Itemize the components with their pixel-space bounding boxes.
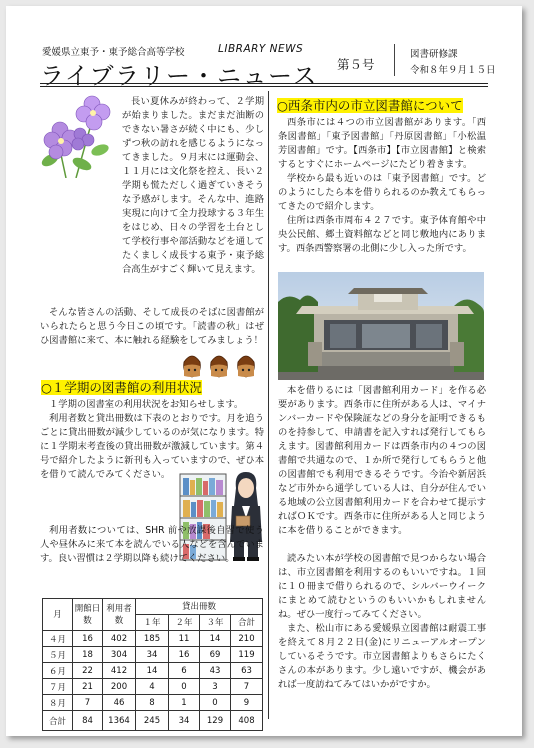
table-cell: 46 xyxy=(103,695,136,711)
table-row xyxy=(43,663,263,679)
table-row xyxy=(43,695,263,711)
column-divider xyxy=(268,91,269,719)
table-cell: 34 xyxy=(136,647,169,663)
newsletter-title: ライブラリー・ニュース xyxy=(40,62,318,90)
intro-paragraph: 長い夏休みが終わって、２学期が始まりました。まだまだ油断のできない暑さが続く中にも、少しずつ秋の訪れを感じるようになってきました。９月末には運動会、１１月には文化祭を控え、長い２学期も慌ただしく過ぎていきそうな予感がします。そんな中、進路実現に向けて全力投球する３年生をはじめ、日々の学習を土台として学校行事や部活動などを通してたくましく成長する東予・東予総合高生がすごく輝いて見えます。 xyxy=(122,96,264,275)
library-paragraph-2: 学校から最も近いのは「東予図書館」です。どのようにしたら本を借りられるのか教えてもらってきたので紹介します。 xyxy=(278,173,486,212)
table-row xyxy=(43,631,263,647)
issue-number: 第５号 xyxy=(337,57,375,72)
table-header-loans: 貸出冊数 xyxy=(136,599,263,615)
library-paragraph-1: 西条市には４つの市立図書館があります。「西条図書館」「東予図書館」「丹原図書館」「小松温芳図書館」です。【西条市】【市立図書館】と検索するとすぐにホームページにたどり着きます。 xyxy=(278,117,486,170)
library-section-title: ○西条市内の市立図書館について xyxy=(277,98,463,113)
table-cell: 7 xyxy=(231,679,263,695)
table-header-total: 合計 xyxy=(231,615,263,631)
table-cell: 3 xyxy=(200,679,231,695)
table-cell: 合計 xyxy=(43,711,73,731)
table-cell: 8 xyxy=(136,695,169,711)
library-paragraph-4: 本を借りるには「図書館利用カード」を作る必要があります。西条市に住所がある人は、マイナンバーカードや保険証などの身分を証明できるものを持参して、申請書を記入すれば発行してもらえます。図書館利用カードは西条市内の４つの図書館で共通なので、１か所で発行してもらうと他の図書館でも利用できるそうです。今治や新居浜など市外から通学している人は、自分が住んでいる地域の公立図書館利用カードを合わせて提示すればＯＫです。西条市に住所がある人と同じように本を借りることができます。 xyxy=(278,385,486,536)
table-cell: 21 xyxy=(73,679,103,695)
usage-section-title: ○１学期の図書館の利用状況 xyxy=(41,380,202,395)
table-cell: 412 xyxy=(103,663,136,679)
table-cell: 11 xyxy=(169,631,200,647)
table-cell: 210 xyxy=(231,631,263,647)
header-rule-top xyxy=(40,83,488,84)
table-cell: 245 xyxy=(136,711,169,731)
table-cell: 34 xyxy=(169,711,200,731)
table-row xyxy=(43,647,263,663)
table-cell: 22 xyxy=(73,663,103,679)
library-paragraph-5: 読みたい本が学校の図書館で見つからない場合は、市立図書館を利用するのもいいですね。１回に１０冊まで借りられるので、シルバーウイークにまとめて読むというのもいいかもしれませんね。ぜひ一度行ってみてください。 xyxy=(278,553,486,620)
table-cell: ８月 xyxy=(43,695,73,711)
table-cell: 9 xyxy=(231,695,263,711)
table-cell: ７月 xyxy=(43,679,73,695)
table-cell: 0 xyxy=(169,679,200,695)
table-cell: 0 xyxy=(200,695,231,711)
table-cell: 16 xyxy=(73,631,103,647)
usage-paragraph-3: 利用者数については、SHR 前や放課後自習で使う人や昼休みに来て本を読んでいる人などを含んでいます。良い習慣は２学期以降も続けてください。 xyxy=(40,525,264,564)
table-cell: 7 xyxy=(73,695,103,711)
table-cell: 1 xyxy=(169,695,200,711)
intro-paragraph-2: そんな皆さんの活動、そして成長のそばに図書館がいられたらと思う今日この頃です。「読書の秋」はぜひ図書館に来て、本に触れる経験をしてみましょう！ xyxy=(40,307,264,346)
table-cell: 185 xyxy=(136,631,169,647)
table-row xyxy=(43,679,263,695)
table-header-year2: ２年 xyxy=(169,615,200,631)
table-header-month: 月 xyxy=(43,599,73,631)
header-rule-bottom xyxy=(40,86,488,87)
issue-date: 令和８年９月１５日 xyxy=(410,65,496,76)
table-cell: 200 xyxy=(103,679,136,695)
header-divider xyxy=(394,44,395,76)
usage-paragraph-1: １学期の図書室の利用状況をお知らせします。 xyxy=(49,399,244,410)
table-header-year1: １年 xyxy=(136,615,169,631)
loan-statistics-table xyxy=(42,598,263,731)
table-cell: 43 xyxy=(200,663,231,679)
table-cell: 6 xyxy=(169,663,200,679)
library-paragraph-3: 住所は西条市周布４２７です。東予体育館や中央公民館、郷土資料館などと同じ敷地内にあります。西条西警察署の北側に少し入った所です。 xyxy=(278,215,486,254)
table-header-year3: ３年 xyxy=(200,615,231,631)
table-cell: 63 xyxy=(231,663,263,679)
table-cell: ５月 xyxy=(43,647,73,663)
library-paragraph-6: また、松山市にある愛媛県立図書館は耐震工事を終えて８月２２日(金)にリニューアルオープンしているそうです。市立図書館よりもさらにたくさんの本があります。少し遠いですが、機会があれば一度訪ねてみてはいかがですか。 xyxy=(278,623,486,690)
table-cell: 14 xyxy=(136,663,169,679)
table-cell: 16 xyxy=(169,647,200,663)
table-cell: 129 xyxy=(200,711,231,731)
school-name: 愛媛県立東予・東予総合高等学校 xyxy=(42,47,185,58)
table-cell: 408 xyxy=(231,711,263,731)
table-cell: 119 xyxy=(231,647,263,663)
series-name: LIBRARY NEWS xyxy=(218,43,304,55)
table-cell: 69 xyxy=(200,647,231,663)
library-photo-icon xyxy=(278,272,484,380)
table-cell: 1364 xyxy=(103,711,136,731)
table-cell: ４月 xyxy=(43,631,73,647)
usage-paragraph-2: 利用者数と貸出冊数は下表のとおりです。月を追うごとに貸出冊数が減少しているのが気になります。特に１学期末考査後の貸出冊数が激減しています。第４号で紹介したように新刊も入っていますので、ぜひ本を借りて読んでみてください。 xyxy=(40,413,264,480)
flower-icon xyxy=(38,94,118,178)
library-section-heading xyxy=(274,98,466,114)
table-header-days: 開館日数 xyxy=(73,599,103,631)
table-cell: ６月 xyxy=(43,663,73,679)
newsletter-page xyxy=(6,6,522,736)
table-header-row xyxy=(43,599,263,615)
table-cell: 4 xyxy=(136,679,169,695)
chestnut-icon xyxy=(178,350,260,378)
table-header-users: 利用者数 xyxy=(103,599,136,631)
table-cell: 14 xyxy=(200,631,231,647)
table-total-row xyxy=(43,711,263,731)
department-name: 図書研修課 xyxy=(410,49,458,60)
table-cell: 304 xyxy=(103,647,136,663)
usage-section-heading xyxy=(38,380,205,396)
table-cell: 402 xyxy=(103,631,136,647)
table-cell: 84 xyxy=(73,711,103,731)
table-cell: 18 xyxy=(73,647,103,663)
